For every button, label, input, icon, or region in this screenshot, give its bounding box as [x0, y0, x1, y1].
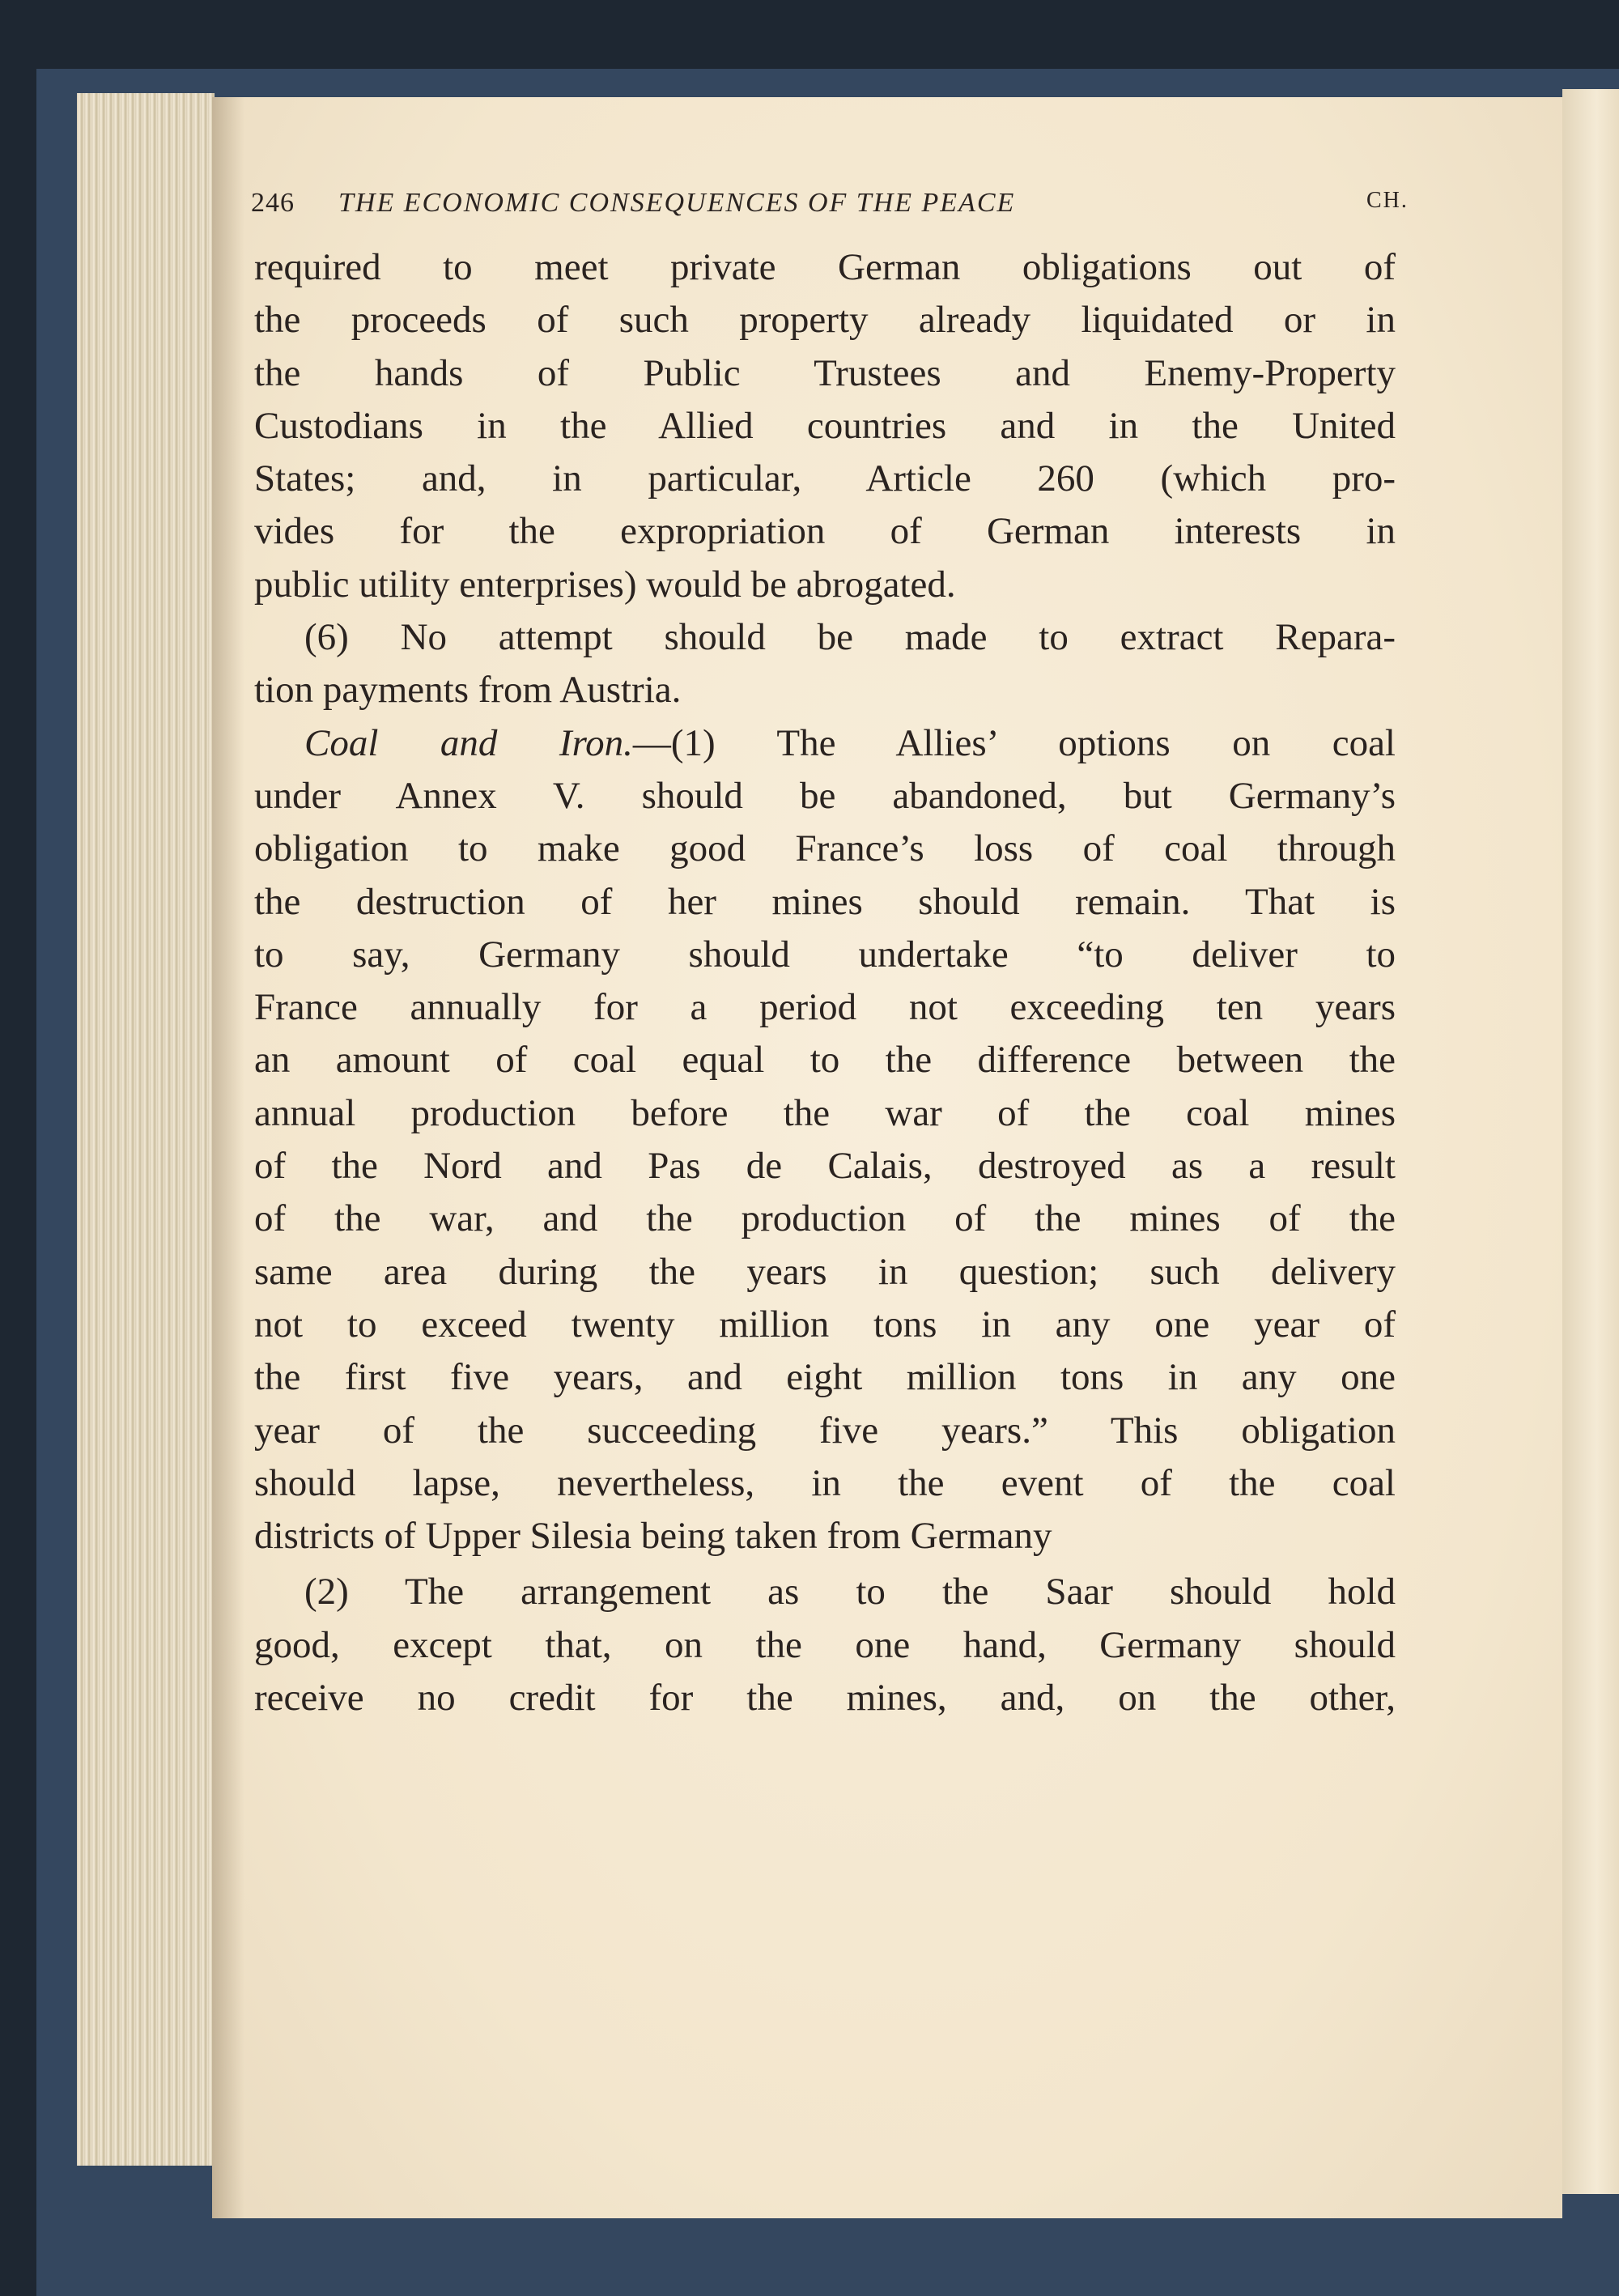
text-line: [254, 717, 1396, 770]
text-line: the first five years, and eight million tons in any one: [254, 1356, 1396, 1399]
text-line: should lapse, nevertheless, in the event of the coal: [254, 1461, 1396, 1504]
text-line: annual production before the war of the coal mines: [254, 1091, 1396, 1134]
text-line: receive no credit for the mines, and, on the other,: [254, 1677, 1396, 1720]
text-line: France annually for a period not exceeding ten years: [254, 986, 1396, 1029]
page-edges: [77, 93, 215, 2166]
text-line: (2) The arrangement as to the Saar should hold: [304, 1571, 1396, 1614]
running-title: THE ECONOMIC CONSEQUENCES OF THE PEACE: [338, 188, 1016, 218]
text-line: vides for the expropriation of German interests in: [254, 510, 1396, 553]
text-line: the hands of Public Trustees and Enemy-Property: [254, 351, 1396, 394]
body-text: [254, 241, 1396, 1724]
text-line: of the Nord and Pas de Calais, destroyed as a result: [254, 1145, 1396, 1188]
text-line: same area during the years in question; such delivery: [254, 1250, 1396, 1293]
text-line: the destruction of her mines should remain. That is: [254, 880, 1396, 923]
chapter-abbrev: CH.: [1366, 188, 1409, 213]
text-line: of the war, and the production of the mines of the: [254, 1197, 1396, 1240]
text-line: an amount of coal equal to the difference between the: [254, 1039, 1396, 1082]
text-line: required to meet private German obligations out of: [254, 246, 1396, 288]
text-line: year of the succeeding five years.” This obligation: [254, 1409, 1396, 1452]
text-line: to say, Germany should undertake “to deliver to: [254, 933, 1396, 976]
paragraph: [254, 241, 1396, 611]
text-line: tion payments from Austria.: [254, 669, 682, 712]
facing-page-edge: [1562, 89, 1619, 2194]
gutter-shadow: [212, 97, 244, 2218]
page-number: 246: [251, 188, 295, 218]
text-line: obligation to make good France’s loss of coal through: [254, 827, 1396, 870]
text-line: under Annex V. should be abandoned, but Germany’s: [254, 774, 1396, 817]
text-line: public utility enterprises) would be abrogated.: [254, 563, 956, 606]
text-line: not to exceed twenty million tons in any one year of: [254, 1303, 1396, 1346]
paragraph: [254, 717, 1396, 1563]
text-line: good, except that, on the one hand, Germany should: [254, 1623, 1396, 1666]
text-line-rest: —(1) The Allies’ options on coal: [632, 721, 1396, 764]
running-header: [251, 188, 1409, 236]
text-line: States; and, in particular, Article 260 (which pro-: [254, 457, 1396, 500]
section-heading: Coal and Iron.: [304, 721, 633, 764]
text-line: (6) No attempt should be made to extract Repara-: [304, 616, 1396, 659]
text-line: Custodians in the Allied countries and in the United: [254, 404, 1396, 447]
text-line: districts of Upper Silesia being taken from Germany: [254, 1515, 1052, 1558]
paragraph: [254, 1566, 1396, 1724]
paragraph: [254, 611, 1396, 717]
text-line: the proceeds of such property already liquidated or in: [254, 299, 1396, 342]
